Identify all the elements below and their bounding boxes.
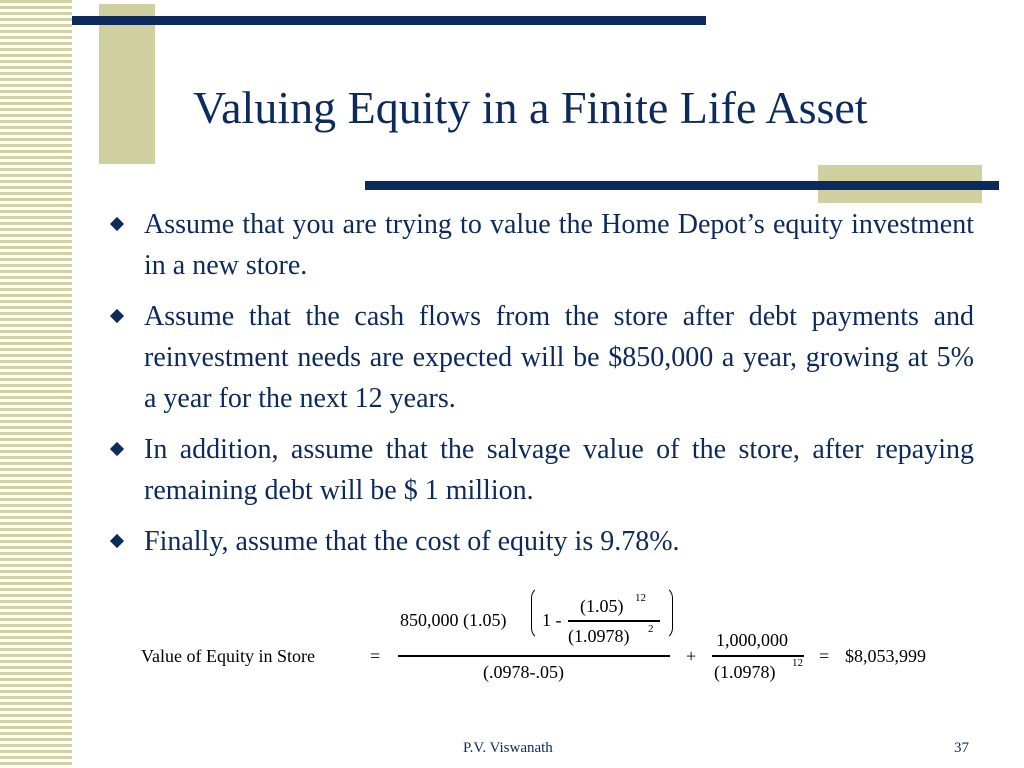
- term2-fraction-bar: [712, 655, 804, 657]
- valuation-formula: [0, 580, 1024, 690]
- footer-author: P.V. Viswanath: [463, 740, 553, 756]
- bullet-item: [108, 521, 974, 562]
- bullet-text: Assume that the cash flows from the store after debt payments and reinvestment needs are expected will be $850,000 a year, growing at 5% a year for the next 12 years.: [144, 301, 974, 414]
- diamond-bullet-icon: [110, 534, 124, 548]
- formula-equals: =: [370, 646, 381, 666]
- diamond-bullet-icon: [110, 442, 124, 456]
- bullet-item: [108, 204, 974, 286]
- formula-label: Value of Equity in Store: [141, 646, 315, 666]
- term1-numerator-prefix: 850,000 (1.05): [400, 610, 507, 630]
- diamond-bullet-icon: [110, 309, 124, 323]
- formula-plus: +: [686, 646, 697, 666]
- bullet-text: Finally, assume that the cost of equity is 9.78%.: [144, 526, 680, 557]
- term2-denominator: (1.0978): [714, 662, 776, 682]
- result-equals: =: [819, 646, 830, 666]
- top-rule: [72, 16, 706, 25]
- diamond-bullet-icon: [110, 217, 124, 231]
- bullet-item: [108, 296, 974, 419]
- term1-fraction-bar: [398, 655, 670, 657]
- term2-denominator-exponent: 12: [792, 657, 803, 669]
- top-accent-block: [99, 4, 155, 164]
- term2-numerator: 1,000,000: [716, 630, 788, 650]
- page-number: 37: [954, 740, 969, 756]
- inner-denominator: (1.0978): [568, 626, 630, 646]
- bullet-list: [108, 204, 974, 572]
- bullet-text: In addition, assume that the salvage value of the store, after repaying remaining debt will be $ 1 million.: [144, 434, 974, 506]
- inner-fraction-bar: [568, 620, 660, 622]
- inner-numerator: (1.05): [580, 596, 624, 616]
- bullet-item: [108, 429, 974, 511]
- one-minus: 1 -: [542, 610, 562, 630]
- slide-title: Valuing Equity in a Finite Life Asset: [193, 82, 868, 133]
- inner-numerator-exponent: 12: [635, 592, 646, 604]
- title-underline-rule: [365, 181, 999, 190]
- formula-result: $8,053,999: [845, 646, 926, 666]
- bullet-text: Assume that you are trying to value the Home Depot’s equity investment in a new store.: [144, 209, 974, 281]
- inner-denominator-exponent: 2: [648, 623, 654, 635]
- term1-denominator: (.0978-.05): [483, 662, 564, 682]
